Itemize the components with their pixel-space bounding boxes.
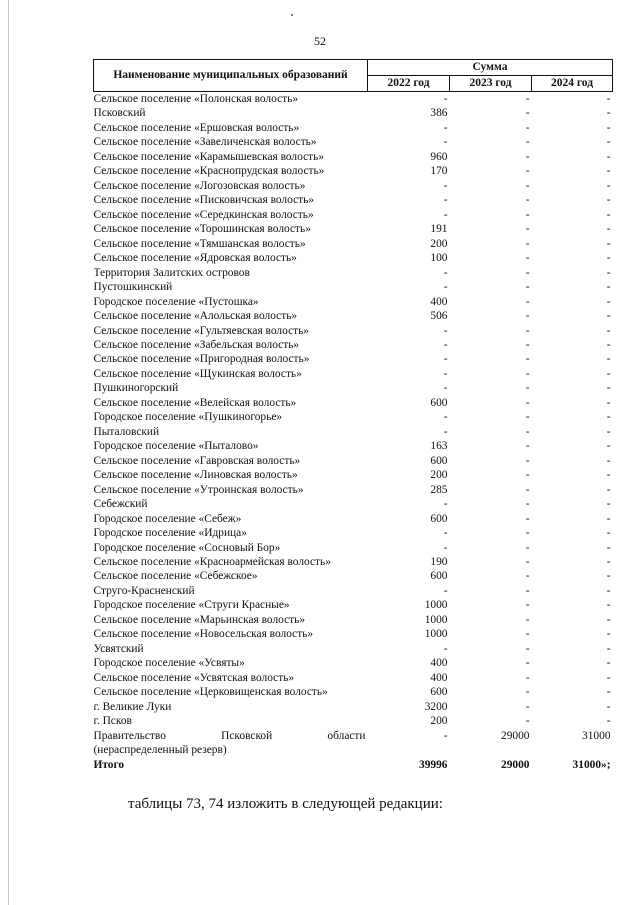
value-2024-cell: -: [606, 208, 611, 221]
value-2023-cell: -: [525, 454, 530, 467]
value-2022-cell: -: [443, 367, 448, 380]
value-2022-cell: -: [443, 324, 448, 337]
value-2024-cell: -: [606, 150, 611, 163]
total-value-2022: 39996: [419, 758, 448, 771]
value-2022-cell: -: [443, 425, 448, 438]
value-2022-cell: 1000: [424, 628, 448, 641]
table-row: [94, 468, 613, 482]
municipality-name-cell: Себежский: [93, 498, 148, 511]
value-2022-cell: 600: [430, 396, 448, 409]
table-row: [94, 237, 613, 251]
value-2024-cell: -: [606, 411, 611, 424]
value-2023-cell: -: [525, 295, 530, 308]
value-2023-cell: -: [525, 411, 530, 424]
municipality-name-cell: Городское поселение «Пустошка»: [93, 295, 259, 308]
municipality-name-cell: Сельское поселение «Линовская волость»: [93, 469, 298, 482]
municipality-name-cell: Городское поселение «Себеж»: [93, 512, 242, 525]
table-row: [94, 164, 613, 178]
municipality-name-cell: Сельское поселение «Усвятская волость»: [93, 671, 295, 684]
value-2022-cell: -: [443, 179, 448, 192]
value-2024-cell: -: [606, 310, 611, 323]
municipality-name-cell: Сельское поселение «Гультяевская волость»: [93, 324, 309, 337]
value-2024-cell: -: [606, 498, 611, 511]
government-word-3: области: [327, 729, 366, 742]
table-row: [94, 121, 613, 135]
value-2023-cell: -: [525, 338, 530, 351]
value-2023-cell: -: [525, 223, 530, 236]
table-row: [94, 251, 613, 265]
value-2024-cell: -: [606, 179, 611, 192]
page-number: 52: [314, 34, 326, 48]
scan-margin-line: [8, 0, 9, 905]
table-row: [94, 367, 613, 381]
scan-speck: [291, 14, 293, 16]
value-2022-cell: 170: [430, 165, 448, 178]
value-2024-cell: -: [606, 136, 611, 149]
value-2024-cell: -: [606, 584, 611, 597]
value-2022-cell: 200: [430, 469, 448, 482]
table-row: [94, 526, 613, 540]
value-2022-cell: -: [443, 498, 448, 511]
value-2024-cell: -: [606, 396, 611, 409]
value-2024-cell: -: [606, 252, 611, 265]
table-row: [94, 396, 613, 410]
municipality-name-cell: Сельское поселение «Красноармейская волость»: [93, 556, 331, 568]
municipality-name-cell: Городское поселение «Усвяты»: [93, 657, 245, 670]
municipality-name-cell: Сельское поселение «Середкинская волость»: [93, 208, 314, 221]
government-reserve-name: [94, 729, 368, 758]
value-2022-cell: 200: [430, 237, 448, 250]
value-2024-cell: -: [606, 295, 611, 308]
value-2024-cell: -: [606, 483, 611, 496]
table-row: [94, 324, 613, 338]
table-row: [94, 439, 613, 453]
value-2024-cell: -: [606, 671, 611, 684]
table-row: [94, 381, 613, 395]
value-2023-cell: -: [525, 382, 530, 395]
value-2022-cell: 3200: [424, 700, 448, 713]
value-2024-cell: -: [606, 642, 611, 655]
value-2023-cell: -: [525, 527, 530, 540]
total-value-2023: 29000: [501, 758, 530, 771]
value-2023-cell: -: [525, 570, 530, 583]
value-2024-cell: -: [606, 599, 611, 612]
table-row: [94, 598, 613, 612]
value-2022-cell: -: [443, 136, 448, 149]
budget-table: [93, 59, 613, 772]
municipality-name-cell: Сельское поселение «Завеличенская волость»: [93, 136, 317, 149]
value-2024-cell: -: [606, 628, 611, 641]
value-2023-cell: -: [525, 396, 530, 409]
value-2024-cell: -: [606, 324, 611, 337]
value-2023-cell: -: [525, 310, 530, 323]
municipality-name-cell: Усвятский: [93, 642, 144, 655]
table-row: [94, 338, 613, 352]
municipality-name-cell: Сельское поселение «Краснопрудская волость»: [93, 165, 325, 178]
municipality-name-cell: Сельское поселение «Тямшанская волость»: [93, 237, 306, 250]
municipality-name-cell: Сельское поселение «Алольская волость»: [93, 310, 298, 323]
value-2024-cell: -: [606, 194, 611, 207]
value-2024-cell: -: [606, 613, 611, 626]
table-row: [94, 208, 613, 222]
value-2023-cell: -: [525, 179, 530, 192]
total-value-2024: 31000»;: [572, 758, 611, 771]
value-2024-cell: -: [606, 686, 611, 699]
value-2022-cell: 386: [430, 107, 448, 120]
table-row: [94, 280, 613, 294]
value-2023-cell: -: [525, 136, 530, 149]
value-2022-cell: 100: [430, 252, 448, 265]
value-2024-cell: -: [606, 556, 611, 568]
table-row: [94, 454, 613, 468]
value-2023-cell: -: [525, 671, 530, 684]
value-2023-cell: -: [525, 107, 530, 120]
table-row: [94, 150, 613, 164]
value-2024-cell: -: [606, 715, 611, 728]
municipality-name-cell: Сельское поселение «Пригородная волость»: [93, 353, 310, 366]
table-row: [94, 627, 613, 641]
value-2022-cell: 285: [430, 483, 448, 496]
table-row: [94, 135, 613, 149]
value-2023-cell: -: [525, 367, 530, 380]
table-row: [94, 425, 613, 439]
municipality-name-cell: Городское поселение «Идрица»: [93, 527, 247, 540]
table-row: [94, 700, 613, 714]
table-row: [94, 541, 613, 555]
value-2022-cell: 960: [430, 150, 448, 163]
value-2022-cell: -: [443, 93, 448, 105]
value-2023-cell: -: [525, 541, 530, 554]
municipality-name-cell: Сельское поселение «Себежское»: [93, 570, 258, 583]
value-2024-cell: -: [606, 93, 611, 105]
value-2024-cell: -: [606, 338, 611, 351]
table-header: [94, 60, 613, 92]
government-word-2: Псковской: [221, 729, 273, 742]
government-word-1: Правительство: [93, 729, 166, 742]
table-row: [94, 714, 613, 728]
value-2023-cell: -: [525, 353, 530, 366]
year-2022-header: 2022 год: [368, 76, 450, 92]
value-2023-cell: -: [525, 425, 530, 438]
footer-instruction-text: таблицы 73, 74 изложить в следующей редакции:: [128, 796, 443, 812]
value-2023-cell: -: [525, 628, 530, 641]
table-footer-rows: [94, 729, 613, 772]
total-row: [94, 758, 613, 772]
value-2022-cell: 191: [430, 223, 448, 236]
value-2023-cell: -: [525, 512, 530, 525]
value-2023-cell: -: [525, 613, 530, 626]
municipality-name-cell: Сельское поселение «Марьинская волость»: [93, 613, 306, 626]
table-row: [94, 656, 613, 670]
value-2022-cell: 400: [430, 657, 448, 670]
government-reserve-row: [94, 729, 613, 758]
government-value-2022: -: [443, 729, 448, 742]
value-2024-cell: -: [606, 700, 611, 713]
value-2023-cell: -: [525, 237, 530, 250]
table-body: [94, 92, 613, 729]
table-row: [94, 685, 613, 699]
value-2023-cell: -: [525, 121, 530, 134]
municipality-name-cell: Пыталовский: [93, 425, 160, 438]
municipality-name-cell: Территория Залитских островов: [93, 266, 250, 279]
municipality-name-cell: Сельское поселение «Карамышевская волость»: [93, 150, 325, 163]
value-2024-cell: -: [606, 165, 611, 178]
municipality-name-cell: Пустошкинский: [93, 281, 173, 294]
table-row: [94, 309, 613, 323]
value-2023-cell: -: [525, 165, 530, 178]
government-line-2: (нераспределенный резерв): [93, 744, 227, 757]
value-2023-cell: -: [525, 194, 530, 207]
table-row: [94, 483, 613, 497]
value-2022-cell: 1000: [424, 599, 448, 612]
year-2023-header: 2023 год: [450, 76, 532, 92]
value-2024-cell: -: [606, 121, 611, 134]
municipality-name-cell: Сельское поселение «Новосельская волость»: [93, 628, 314, 641]
government-value-2023: 29000: [501, 729, 530, 742]
value-2022-cell: 163: [430, 440, 448, 453]
value-2024-cell: -: [606, 353, 611, 366]
value-2022-cell: -: [443, 382, 448, 395]
value-2023-cell: -: [525, 252, 530, 265]
value-2024-cell: -: [606, 367, 611, 380]
value-2023-cell: -: [525, 556, 530, 568]
value-2022-cell: -: [443, 411, 448, 424]
value-2022-cell: -: [443, 266, 448, 279]
value-2022-cell: -: [443, 338, 448, 351]
value-2024-cell: -: [606, 454, 611, 467]
municipality-name-cell: Сельское поселение «Забельская волость»: [93, 338, 300, 351]
value-2023-cell: -: [525, 208, 530, 221]
value-2022-cell: 1000: [424, 613, 448, 626]
table-row: [94, 584, 613, 598]
value-2022-cell: -: [443, 353, 448, 366]
value-2022-cell: -: [443, 194, 448, 207]
value-2022-cell: 600: [430, 454, 448, 467]
value-2023-cell: -: [525, 324, 530, 337]
municipality-name-cell: Сельское поселение «Гавровская волость»: [93, 454, 301, 467]
value-2022-cell: -: [443, 541, 448, 554]
municipality-name-cell: Сельское поселение «Писковичская волость»: [93, 194, 314, 207]
table-row: [94, 642, 613, 656]
table-row: [94, 295, 613, 309]
municipality-name-cell: Пушкиногорский: [93, 382, 179, 395]
value-2023-cell: -: [525, 642, 530, 655]
municipality-name-cell: Городское поселение «Пушкиногорье»: [93, 411, 283, 424]
municipality-name-cell: Городское поселение «Струги Красные»: [93, 599, 290, 612]
value-2023-cell: -: [525, 686, 530, 699]
value-2023-cell: -: [525, 281, 530, 294]
value-2022-cell: 190: [430, 556, 448, 568]
municipality-name-cell: Сельское поселение «Полонская волость»: [93, 93, 299, 105]
table-row: [94, 179, 613, 193]
municipality-name-cell: Сельское поселение «Церковищенская волость»: [93, 686, 328, 699]
value-2024-cell: -: [606, 223, 611, 236]
value-2022-cell: -: [443, 121, 448, 134]
year-2024-header: 2024 год: [532, 76, 613, 92]
table-row: [94, 671, 613, 685]
value-2024-cell: -: [606, 266, 611, 279]
value-2024-cell: -: [606, 107, 611, 120]
value-2022-cell: -: [443, 281, 448, 294]
value-2024-cell: -: [606, 382, 611, 395]
municipality-name-cell: Сельское поселение «Ядровская волость»: [93, 252, 297, 265]
value-2024-cell: -: [606, 527, 611, 540]
value-2023-cell: -: [525, 657, 530, 670]
value-2022-cell: 600: [430, 512, 448, 525]
municipality-name-cell: Сельское поселение «Логозовская волость»: [93, 179, 306, 192]
value-2023-cell: -: [525, 93, 530, 105]
municipality-name-cell: г. Великие Луки: [93, 700, 172, 713]
value-2023-cell: -: [525, 599, 530, 612]
value-2024-cell: -: [606, 512, 611, 525]
value-2023-cell: -: [525, 483, 530, 496]
value-2022-cell: -: [443, 584, 448, 597]
value-2022-cell: 200: [430, 715, 448, 728]
value-2022-cell: -: [443, 642, 448, 655]
value-2022-cell: 600: [430, 686, 448, 699]
table-row: [94, 266, 613, 280]
table-row: [94, 92, 613, 107]
value-2023-cell: -: [525, 715, 530, 728]
value-2022-cell: 400: [430, 671, 448, 684]
value-2023-cell: -: [525, 498, 530, 511]
municipality-name-cell: Струго-Красненский: [93, 584, 195, 597]
table-row: [94, 222, 613, 236]
value-2023-cell: -: [525, 266, 530, 279]
value-2024-cell: -: [606, 440, 611, 453]
value-2022-cell: 600: [430, 570, 448, 583]
municipality-name-cell: Сельское поселение «Торошинская волость»: [93, 223, 311, 236]
value-2024-cell: -: [606, 425, 611, 438]
name-column-header: Наименование муниципальных образований: [94, 60, 368, 92]
value-2022-cell: -: [443, 527, 448, 540]
table-row: [94, 555, 613, 569]
sum-column-header: Сумма: [368, 60, 613, 76]
municipality-name-cell: Городское поселение «Пыталово»: [93, 440, 259, 453]
municipality-name-cell: Псковский: [93, 107, 146, 120]
table-row: [94, 193, 613, 207]
value-2024-cell: -: [606, 469, 611, 482]
table-row: [94, 613, 613, 627]
government-value-2024: 31000: [582, 729, 611, 742]
value-2022-cell: -: [443, 208, 448, 221]
value-2024-cell: -: [606, 237, 611, 250]
value-2023-cell: -: [525, 440, 530, 453]
municipality-name-cell: г. Псков: [93, 715, 132, 728]
municipality-name-cell: Городское поселение «Сосновый Бор»: [93, 541, 281, 554]
table-row: [94, 497, 613, 511]
value-2023-cell: -: [525, 584, 530, 597]
value-2024-cell: -: [606, 541, 611, 554]
table-row: [94, 512, 613, 526]
value-2024-cell: -: [606, 281, 611, 294]
value-2023-cell: -: [525, 700, 530, 713]
value-2024-cell: -: [606, 657, 611, 670]
municipality-name-cell: Сельское поселение «Велейская волость»: [93, 396, 297, 409]
value-2022-cell: 400: [430, 295, 448, 308]
value-2024-cell: -: [606, 570, 611, 583]
value-2023-cell: -: [525, 150, 530, 163]
table-row: [94, 410, 613, 424]
total-label: Итого: [93, 758, 125, 771]
municipality-name-cell: Сельское поселение «Ершовская волость»: [93, 121, 300, 134]
table-row: [94, 352, 613, 366]
municipality-name-cell: Сельское поселение «Утроинская волость»: [93, 483, 304, 496]
table-row: [94, 569, 613, 583]
value-2022-cell: 506: [430, 310, 448, 323]
value-2023-cell: -: [525, 469, 530, 482]
table-row: [94, 106, 613, 120]
municipality-name-cell: Сельское поселение «Щукинская волость»: [93, 367, 302, 380]
